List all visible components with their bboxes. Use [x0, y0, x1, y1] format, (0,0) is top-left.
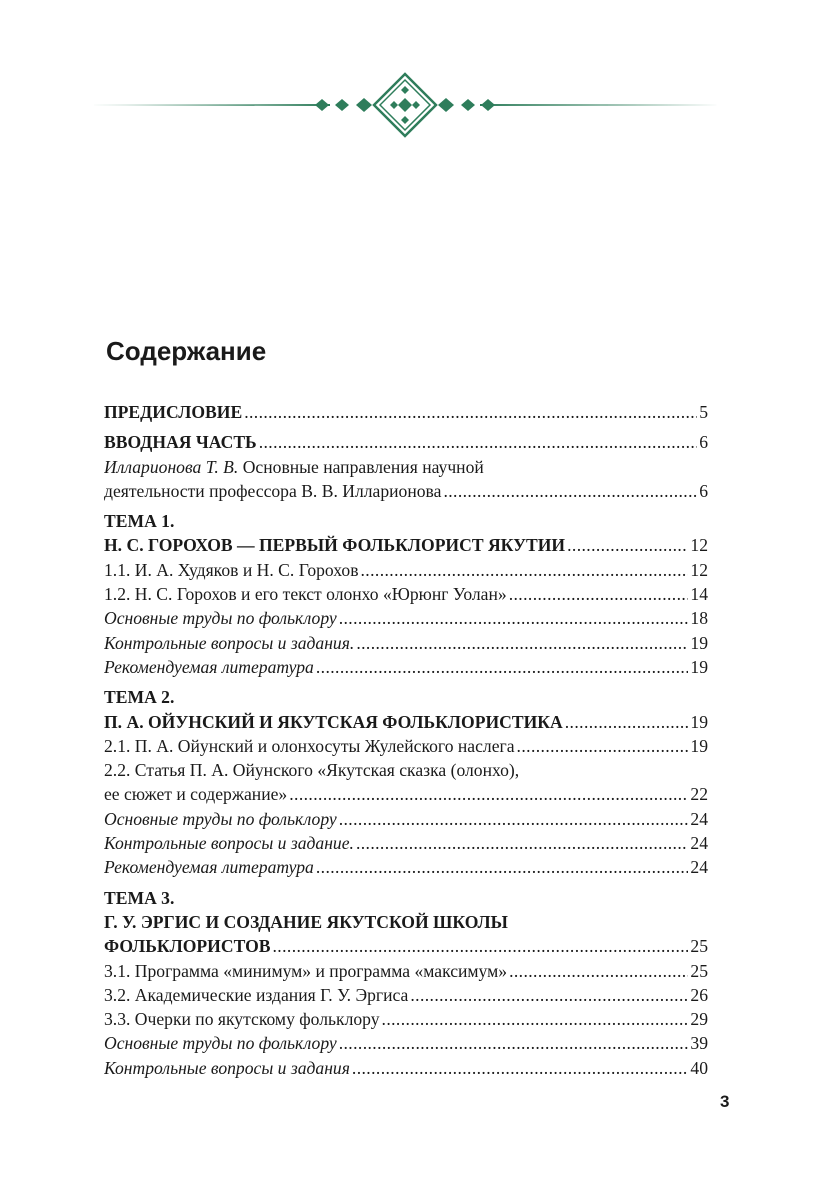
toc-group-theme-3	[104, 886, 708, 1080]
toc-entry[interactable]	[104, 1056, 708, 1080]
dot-leader	[565, 710, 689, 734]
dot-leader	[567, 533, 688, 557]
toc-entry[interactable]	[104, 400, 708, 424]
toc-entry[interactable]	[104, 710, 708, 734]
toc-entry-page: 14	[690, 584, 708, 605]
toc-entry-title: 1.1. И. А. Худяков и Н. С. Горохов	[104, 559, 359, 580]
dot-leader	[356, 831, 688, 855]
toc-entry-page: 22	[690, 784, 708, 805]
dot-leader	[273, 934, 689, 958]
toc-theme-heading: ТЕМА 3.	[104, 887, 175, 908]
toc-theme-heading: ТЕМА 1.	[104, 511, 175, 532]
toc-entry-page: 25	[690, 960, 708, 981]
header-ornament	[90, 72, 720, 142]
diamond-ornament-icon	[90, 74, 720, 136]
dot-leader	[244, 400, 697, 424]
toc-entry[interactable]	[104, 959, 708, 983]
dot-leader	[352, 1056, 689, 1080]
toc-entry[interactable]	[104, 734, 708, 758]
toc-entry[interactable]	[104, 479, 708, 503]
toc-entry-title: ее сюжет и содержание»	[104, 784, 288, 805]
toc-entry-title: Контрольные вопросы и задания	[104, 1057, 350, 1078]
toc-entry-title: Основные труды по фольклору	[104, 608, 337, 629]
toc-entry-line: 2.2. Статья П. А. Ойунского «Якутская сказка (олонхо),	[104, 760, 520, 781]
toc-entry-title: 2.1. П. А. Ойунский и олонхосуты Жулейского наслега	[104, 735, 515, 756]
toc-entry-title: Н. С. ГОРОХОВ — ПЕРВЫЙ ФОЛЬКЛОРИСТ ЯКУТИИ	[104, 535, 566, 556]
dot-leader	[509, 959, 688, 983]
dot-leader	[339, 606, 689, 630]
toc-entry-line: Г. У. ЭРГИС И СОЗДАНИЕ ЯКУТСКОЙ ШКОЛЫ	[104, 911, 508, 932]
toc-entry-page: 25	[690, 936, 708, 957]
toc-entry[interactable]	[104, 807, 708, 831]
toc-entry[interactable]	[104, 631, 708, 655]
toc-entry-page: 6	[699, 480, 708, 501]
toc-entry-title: 3.1. Программа «минимум» и программа «максимум»	[104, 960, 508, 981]
toc-entry-line	[104, 455, 708, 479]
toc-entry[interactable]	[104, 582, 708, 606]
toc-entry-page: 6	[699, 432, 708, 453]
toc-entry-title: 1.2. Н. С. Горохов и его текст олонхо «Юрюнг Уолан»	[104, 584, 507, 605]
toc-entry-page: 19	[690, 656, 708, 677]
toc-entry-page: 12	[690, 535, 708, 556]
dot-leader	[339, 807, 689, 831]
dot-leader	[289, 782, 688, 806]
dot-leader	[316, 855, 689, 879]
toc-entry-page: 26	[690, 984, 708, 1005]
toc-entry-page: 12	[690, 559, 708, 580]
toc-entry-title: Рекомендуемая литература	[104, 656, 314, 677]
dot-leader	[356, 631, 688, 655]
toc-entry-title: ПРЕДИСЛОВИЕ	[104, 402, 243, 422]
toc-entry-title: Контрольные вопросы и задание.	[104, 833, 354, 854]
dot-leader	[382, 1007, 689, 1031]
toc-entry[interactable]	[104, 655, 708, 679]
toc-entry-author: Илларионова Т. В.	[104, 456, 239, 477]
toc-group-theme-2	[104, 685, 708, 879]
toc-entry-page: 19	[690, 711, 708, 732]
toc-entry-page: 40	[690, 1057, 708, 1078]
toc-entry[interactable]	[104, 1007, 708, 1031]
toc-entry[interactable]	[104, 558, 708, 582]
page-number: 3	[720, 1092, 730, 1111]
toc-entry-title: деятельности профессора В. В. Илларионова	[104, 480, 442, 501]
toc-entry-title: П. А. ОЙУНСКИЙ И ЯКУТСКАЯ ФОЛЬКЛОРИСТИКА	[104, 711, 563, 732]
toc-group-theme-1	[104, 509, 708, 679]
toc-entry[interactable]	[104, 831, 708, 855]
toc-entry[interactable]	[104, 855, 708, 879]
toc-group-intro	[104, 430, 708, 503]
dot-leader	[316, 655, 689, 679]
dot-leader	[259, 430, 698, 454]
toc-entry[interactable]	[104, 533, 708, 557]
toc-theme-heading: ТЕМА 2.	[104, 687, 175, 708]
toc-entry-title: Контрольные вопросы и задания.	[104, 632, 355, 653]
toc-entry-title: Рекомендуемая литература	[104, 857, 314, 878]
toc-entry[interactable]	[104, 430, 708, 454]
toc-entry-title: Основные труды по фольклору	[104, 1033, 337, 1054]
dot-leader	[339, 1031, 689, 1055]
toc-entry-title: 3.2. Академические издания Г. У. Эргиса	[104, 984, 409, 1005]
toc-entry-title: Основные труды по фольклору	[104, 808, 337, 829]
toc-entry-title: ФОЛЬКЛОРИСТОВ	[104, 936, 271, 957]
toc-entry[interactable]	[104, 782, 708, 806]
toc-entry-page: 5	[699, 402, 708, 422]
toc-entry-page: 29	[690, 1009, 708, 1030]
toc-entry[interactable]	[104, 983, 708, 1007]
toc-entry-page: 39	[690, 1033, 708, 1054]
toc-entry-title: 3.3. Очерки по якутскому фольклору	[104, 1009, 380, 1030]
toc-entry[interactable]	[104, 1031, 708, 1055]
dot-leader	[517, 734, 689, 758]
toc-entry[interactable]	[104, 606, 708, 630]
toc-entry-page: 18	[690, 608, 708, 629]
dot-leader	[361, 558, 689, 582]
toc-entry-title: ВВОДНАЯ ЧАСТЬ	[104, 432, 257, 453]
toc-heading: Содержание	[106, 336, 267, 366]
toc-group-preface	[104, 400, 708, 424]
toc-entry-page: 24	[690, 808, 708, 829]
table-of-contents	[104, 400, 708, 1086]
toc-entry-page: 24	[690, 857, 708, 878]
dot-leader	[443, 479, 697, 503]
toc-entry-page: 24	[690, 833, 708, 854]
dot-leader	[509, 582, 689, 606]
dot-leader	[410, 983, 688, 1007]
toc-entry[interactable]	[104, 934, 708, 958]
toc-entry-page: 19	[690, 735, 708, 756]
toc-entry-text: Основные направления научной	[238, 456, 484, 477]
toc-entry-page: 19	[690, 632, 708, 653]
